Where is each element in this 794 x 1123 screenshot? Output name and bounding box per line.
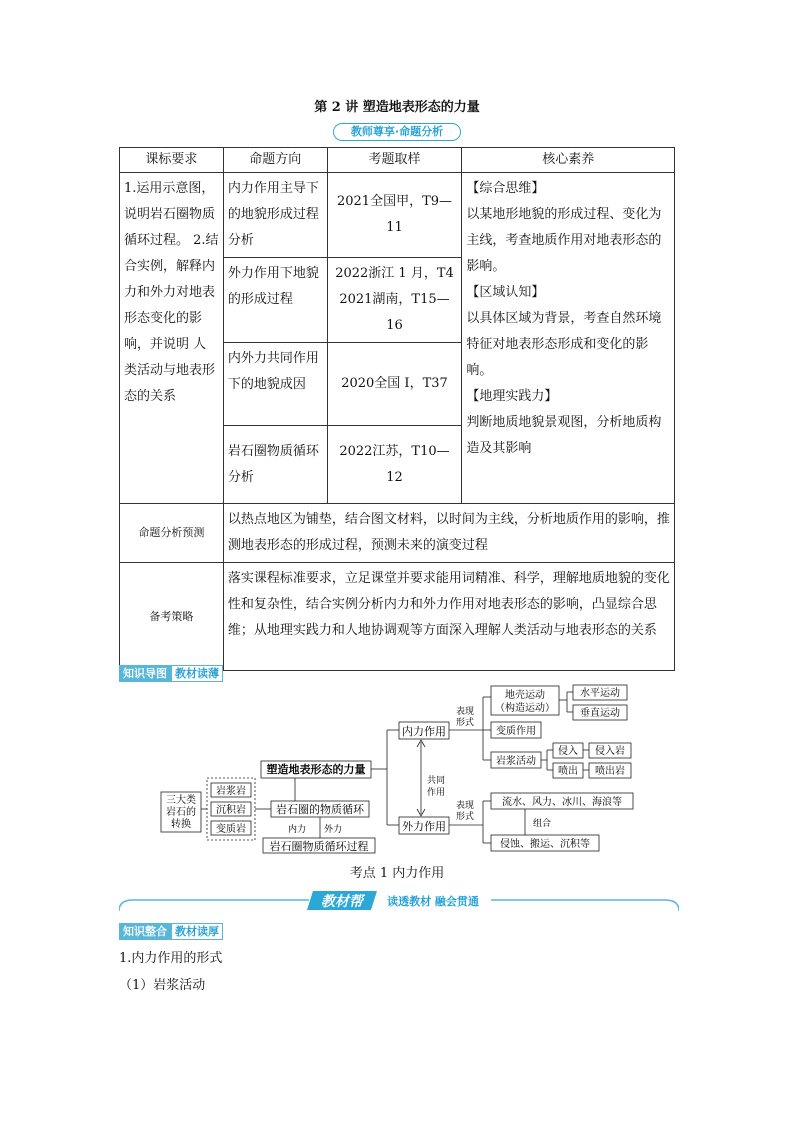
literacy-head-1: 【综合思维】 xyxy=(466,181,545,196)
literacy-head-3: 【地理实践力】 xyxy=(466,389,558,404)
intrusive-node: 侵入岩 xyxy=(595,746,625,757)
predict-text: 以热点地区为铺垫，结合图文材料，以时间为主线，分析地质作用的影响，推测地表形态的形成过程，预测未来的演变过程 xyxy=(223,504,674,563)
header-literacy: 核心素养 xyxy=(462,148,675,173)
tag-knowledge-map: 知识导图 xyxy=(119,665,171,682)
direction-2: 外力作用下地貌的形成过程 xyxy=(223,258,327,343)
outer-force-label: 外力 xyxy=(324,825,343,835)
predict-label: 命题分析预测 xyxy=(120,504,224,563)
processes-node: 侵蚀、搬运、沉积等 xyxy=(500,839,590,850)
analysis-table xyxy=(119,147,675,671)
rock-igneous: 岩浆岩 xyxy=(216,786,246,797)
header-directions: 命题方向 xyxy=(223,148,327,173)
inner-node: 内力作用 xyxy=(402,725,446,738)
crust-sub: （构造运动） xyxy=(495,703,555,714)
direction-4: 岩石圈物质循环分析 xyxy=(223,426,327,504)
intrude-node: 侵入 xyxy=(558,746,578,757)
integrate-tags xyxy=(119,920,223,940)
meta-node: 变质作用 xyxy=(496,726,536,737)
strategy-label: 备考策略 xyxy=(120,563,224,671)
expr-label-2: 表现形式 xyxy=(455,801,475,822)
sample-3: 2020全国 I，T37 xyxy=(327,343,462,426)
root-node: 塑造地表形态的力量 xyxy=(266,763,366,776)
extrusive-node: 喷出岩 xyxy=(595,766,625,777)
kaodian-1: 考点 1 内力作用 xyxy=(349,866,445,881)
literacy-cell xyxy=(462,173,675,504)
erupt-node: 喷出 xyxy=(558,766,578,777)
textbook-banner xyxy=(119,889,679,913)
direction-1: 内力作用主导下的地貌形成过程分析 xyxy=(223,173,327,258)
tag-read-thin: 教材读薄 xyxy=(171,665,223,682)
cycle-process-node: 岩石圈物质循环过程 xyxy=(269,840,369,853)
literacy-body-1: 以某地形地貌的形成过程、变化为主线，考查地质作用对地表形态的影响。 xyxy=(466,207,662,274)
rock-sedimentary: 沉积岩 xyxy=(216,805,246,816)
outer-node: 外力作用 xyxy=(402,820,446,833)
crust-node: 地壳运动 xyxy=(505,690,545,701)
horizontal-node: 水平运动 xyxy=(580,688,620,699)
teacher-pill: 教师尊享·命题分析 xyxy=(333,123,461,141)
header-samples: 考题取样 xyxy=(327,148,462,173)
together-label: 共同作用 xyxy=(426,776,446,798)
literacy-body-2: 以具体区域为背景，考查自然环境特征对地表形态形成和变化的影响。 xyxy=(466,311,662,378)
rock-metamorphic: 变质岩 xyxy=(216,824,246,835)
section-heading-1: 1.内力作用的形式 xyxy=(119,951,223,966)
banner-sub: 读透教材 融会贯通 xyxy=(387,895,479,908)
sample-1: 2021全国甲，T9—11 xyxy=(327,173,462,258)
cycle-node: 岩石圈的物质循环 xyxy=(276,803,364,816)
knowledge-map xyxy=(155,680,645,860)
sample-4: 2022江苏，T10—12 xyxy=(327,426,462,504)
sample-2: 2022浙江 1 月，T4 2021湖南，T15—16 xyxy=(327,258,462,343)
map-tags xyxy=(119,662,223,682)
direction-3: 内外力共同作用下的地貌成因 xyxy=(223,343,327,426)
literacy-body-3: 判断地质地貌景观图，分析地质构造及其影响 xyxy=(466,415,662,456)
three-rocks-label: 三大类岩石的转换 xyxy=(166,795,196,830)
strategy-text: 落实课程标准要求，立足课堂并要求能用词精准、科学，理解地质地貌的变化性和复杂性，结合实例分析内力和外力作用对地表形态的影响，凸显综合思维；从地理实践力和人地协调观等方面深入理解人类活动与地表形态的关系 xyxy=(223,563,674,671)
header-standards: 课标要求 xyxy=(120,148,224,173)
page-title: 第 2 讲 塑造地表形态的力量 xyxy=(314,100,480,115)
combine-label: 组合 xyxy=(533,819,552,829)
expr-label-1: 表现形式 xyxy=(455,707,475,728)
inner-force-label: 内力 xyxy=(287,825,306,835)
section-heading-2: （1）岩浆活动 xyxy=(119,978,206,993)
agents-node: 流水、风力、冰川、海浪等 xyxy=(502,797,622,808)
banner-main: 教材帮 xyxy=(321,894,363,910)
vertical-node: 垂直运动 xyxy=(580,708,620,719)
standards-cell: 1.运用示意图，说明岩石圈物质循环过程。 2.结合实例，解释内力和外力对地表形态变化的影响，并说明 人类活动与地表形态的关系 xyxy=(120,173,224,504)
literacy-head-2: 【区域认知】 xyxy=(466,285,545,300)
tag-integrate: 知识整合 xyxy=(119,923,171,940)
tag-read-thick: 教材读厚 xyxy=(171,923,223,940)
magma-node: 岩浆活动 xyxy=(496,756,536,767)
